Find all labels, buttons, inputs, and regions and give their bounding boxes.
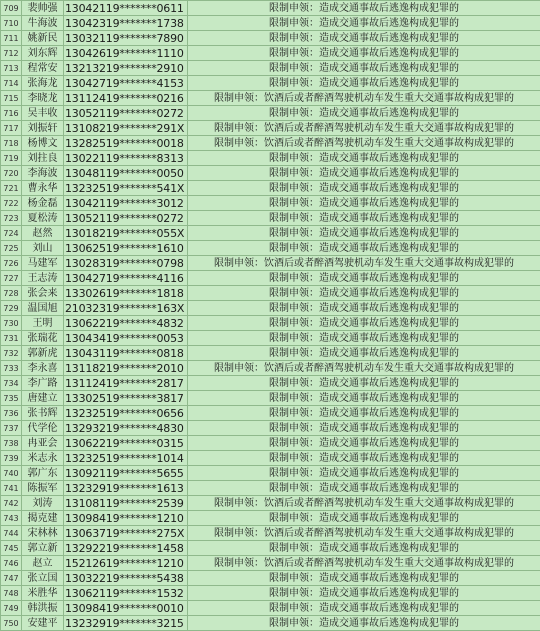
id-number-cell: 13042719*******4153 bbox=[64, 76, 188, 91]
reason-cell: 限制申领：造成交通事故后逃逸构成犯罪的 bbox=[188, 166, 540, 181]
reason-cell: 限制申领：造成交通事故后逃逸构成犯罪的 bbox=[188, 346, 540, 361]
row-number-cell: 729 bbox=[1, 301, 22, 316]
id-number-cell: 13052119*******0272 bbox=[64, 106, 188, 121]
id-number-cell: 13232519*******1014 bbox=[64, 451, 188, 466]
reason-cell: 限制申领：造成交通事故后逃逸构成犯罪的 bbox=[188, 436, 540, 451]
table-row bbox=[1, 271, 540, 286]
row-number-cell: 749 bbox=[1, 601, 22, 616]
name-cell: 郭新虎 bbox=[22, 346, 64, 361]
row-number-cell: 744 bbox=[1, 526, 22, 541]
id-number-cell: 13042319*******1738 bbox=[64, 16, 188, 31]
row-number-cell: 734 bbox=[1, 376, 22, 391]
row-number-cell: 735 bbox=[1, 391, 22, 406]
row-number-cell: 750 bbox=[1, 616, 22, 631]
row-number-cell: 712 bbox=[1, 46, 22, 61]
reason-cell: 限制申领：饮酒后或者醉酒驾驶机动车发生重大交通事故构成犯罪的 bbox=[188, 556, 540, 571]
id-number-cell: 13062519*******1610 bbox=[64, 241, 188, 256]
id-number-cell: 13042719*******4116 bbox=[64, 271, 188, 286]
name-cell: 张瑞花 bbox=[22, 331, 64, 346]
id-number-cell: 13062119*******1532 bbox=[64, 586, 188, 601]
id-number-cell: 13028319*******0798 bbox=[64, 256, 188, 271]
id-number-cell: 13062219*******4832 bbox=[64, 316, 188, 331]
table-row bbox=[1, 46, 540, 61]
reason-cell: 限制申领：饮酒后或者醉酒驾驶机动车发生重大交通事故构成犯罪的 bbox=[188, 91, 540, 106]
reason-cell: 限制申领：造成交通事故后逃逸构成犯罪的 bbox=[188, 301, 540, 316]
row-number-cell: 724 bbox=[1, 226, 22, 241]
name-cell: 揭克建 bbox=[22, 511, 64, 526]
id-number-cell: 13282519*******0018 bbox=[64, 136, 188, 151]
table-row bbox=[1, 76, 540, 91]
reason-cell: 限制申领：造成交通事故后逃逸构成犯罪的 bbox=[188, 61, 540, 76]
row-number-cell: 719 bbox=[1, 151, 22, 166]
reason-cell: 限制申领：造成交通事故后逃逸构成犯罪的 bbox=[188, 271, 540, 286]
row-number-cell: 732 bbox=[1, 346, 22, 361]
name-cell: 李永喜 bbox=[22, 361, 64, 376]
row-number-cell: 718 bbox=[1, 136, 22, 151]
id-number-cell: 13112419*******0216 bbox=[64, 91, 188, 106]
id-number-cell: 13108119*******2539 bbox=[64, 496, 188, 511]
name-cell: 姚新民 bbox=[22, 31, 64, 46]
reason-cell: 限制申领：造成交通事故后逃逸构成犯罪的 bbox=[188, 31, 540, 46]
name-cell: 赵立 bbox=[22, 556, 64, 571]
row-number-cell: 736 bbox=[1, 406, 22, 421]
name-cell: 张书辉 bbox=[22, 406, 64, 421]
row-number-cell: 722 bbox=[1, 196, 22, 211]
name-cell: 李晓龙 bbox=[22, 91, 64, 106]
id-number-cell: 13018219*******055X bbox=[64, 226, 188, 241]
row-number-cell: 741 bbox=[1, 481, 22, 496]
row-number-cell: 742 bbox=[1, 496, 22, 511]
row-number-cell: 713 bbox=[1, 61, 22, 76]
table-row bbox=[1, 136, 540, 151]
name-cell: 王志涛 bbox=[22, 271, 64, 286]
name-cell: 温国旭 bbox=[22, 301, 64, 316]
table-row bbox=[1, 226, 540, 241]
table-row bbox=[1, 361, 540, 376]
reason-cell: 限制申领：造成交通事故后逃逸构成犯罪的 bbox=[188, 211, 540, 226]
table-row bbox=[1, 616, 540, 631]
row-number-cell: 726 bbox=[1, 256, 22, 271]
id-number-cell: 13043119*******0818 bbox=[64, 346, 188, 361]
name-cell: 杨博文 bbox=[22, 136, 64, 151]
id-number-cell: 13092119*******5655 bbox=[64, 466, 188, 481]
row-number-cell: 711 bbox=[1, 31, 22, 46]
row-number-cell: 731 bbox=[1, 331, 22, 346]
table-row bbox=[1, 331, 540, 346]
reason-cell: 限制申领：饮酒后或者醉酒驾驶机动车发生重大交通事故构成犯罪的 bbox=[188, 121, 540, 136]
id-number-cell: 13022119*******8313 bbox=[64, 151, 188, 166]
name-cell: 刘山 bbox=[22, 241, 64, 256]
reason-cell: 限制申领：饮酒后或者醉酒驾驶机动车发生重大交通事故构成犯罪的 bbox=[188, 496, 540, 511]
row-number-cell: 710 bbox=[1, 16, 22, 31]
name-cell: 李广路 bbox=[22, 376, 64, 391]
id-number-cell: 13032119*******7890 bbox=[64, 31, 188, 46]
reason-cell: 限制申领：造成交通事故后逃逸构成犯罪的 bbox=[188, 16, 540, 31]
table-row bbox=[1, 31, 540, 46]
row-number-cell: 723 bbox=[1, 211, 22, 226]
name-cell: 张立国 bbox=[22, 571, 64, 586]
id-number-cell: 13293219*******4830 bbox=[64, 421, 188, 436]
id-number-cell: 13098419*******1210 bbox=[64, 511, 188, 526]
reason-cell: 限制申领：造成交通事故后逃逸构成犯罪的 bbox=[188, 286, 540, 301]
table-row bbox=[1, 91, 540, 106]
row-number-cell: 728 bbox=[1, 286, 22, 301]
id-number-cell: 13042619*******1110 bbox=[64, 46, 188, 61]
table-row bbox=[1, 61, 540, 76]
row-number-cell: 733 bbox=[1, 361, 22, 376]
name-cell: 安建平 bbox=[22, 616, 64, 631]
row-number-cell: 725 bbox=[1, 241, 22, 256]
name-cell: 裴帅强 bbox=[22, 1, 64, 16]
name-cell: 马建军 bbox=[22, 256, 64, 271]
table-row bbox=[1, 106, 540, 121]
row-number-cell: 721 bbox=[1, 181, 22, 196]
name-cell: 赵然 bbox=[22, 226, 64, 241]
row-number-cell: 727 bbox=[1, 271, 22, 286]
reason-cell: 限制申领：饮酒后或者醉酒驾驶机动车发生重大交通事故构成犯罪的 bbox=[188, 256, 540, 271]
reason-cell: 限制申领：造成交通事故后逃逸构成犯罪的 bbox=[188, 391, 540, 406]
reason-cell: 限制申领：造成交通事故后逃逸构成犯罪的 bbox=[188, 181, 540, 196]
reason-cell: 限制申领：饮酒后或者醉酒驾驶机动车发生重大交通事故构成犯罪的 bbox=[188, 361, 540, 376]
id-number-cell: 13302519*******3817 bbox=[64, 391, 188, 406]
name-cell: 宋林林 bbox=[22, 526, 64, 541]
row-number-cell: 709 bbox=[1, 1, 22, 16]
id-number-cell: 13232919*******1613 bbox=[64, 481, 188, 496]
reason-cell: 限制申领：造成交通事故后逃逸构成犯罪的 bbox=[188, 226, 540, 241]
id-number-cell: 13032219*******5438 bbox=[64, 571, 188, 586]
reason-cell: 限制申领：造成交通事故后逃逸构成犯罪的 bbox=[188, 601, 540, 616]
table-row bbox=[1, 571, 540, 586]
row-number-cell: 740 bbox=[1, 466, 22, 481]
id-number-cell: 13042119*******3012 bbox=[64, 196, 188, 211]
row-number-cell: 745 bbox=[1, 541, 22, 556]
name-cell: 刘拄良 bbox=[22, 151, 64, 166]
name-cell: 韩洪振 bbox=[22, 601, 64, 616]
reason-cell: 限制申领：造成交通事故后逃逸构成犯罪的 bbox=[188, 241, 540, 256]
row-number-cell: 748 bbox=[1, 586, 22, 601]
name-cell: 张会来 bbox=[22, 286, 64, 301]
id-number-cell: 13232519*******541X bbox=[64, 181, 188, 196]
id-number-cell: 13048119*******0050 bbox=[64, 166, 188, 181]
reason-cell: 限制申领：造成交通事故后逃逸构成犯罪的 bbox=[188, 481, 540, 496]
id-number-cell: 13043419*******0053 bbox=[64, 331, 188, 346]
reason-cell: 限制申领：造成交通事故后逃逸构成犯罪的 bbox=[188, 1, 540, 16]
id-number-cell: 13213219*******2910 bbox=[64, 61, 188, 76]
table-row bbox=[1, 451, 540, 466]
table-row bbox=[1, 346, 540, 361]
id-number-cell: 13052119*******0272 bbox=[64, 211, 188, 226]
id-number-cell: 13232919*******3215 bbox=[64, 616, 188, 631]
name-cell: 米志永 bbox=[22, 451, 64, 466]
reason-cell: 限制申领：造成交通事故后逃逸构成犯罪的 bbox=[188, 46, 540, 61]
name-cell: 陈振军 bbox=[22, 481, 64, 496]
reason-cell: 限制申领：造成交通事故后逃逸构成犯罪的 bbox=[188, 151, 540, 166]
name-cell: 牛海波 bbox=[22, 16, 64, 31]
table-row bbox=[1, 211, 540, 226]
reason-cell: 限制申领：造成交通事故后逃逸构成犯罪的 bbox=[188, 541, 540, 556]
row-number-cell: 747 bbox=[1, 571, 22, 586]
name-cell: 程常安 bbox=[22, 61, 64, 76]
table-row bbox=[1, 436, 540, 451]
row-number-cell: 743 bbox=[1, 511, 22, 526]
table-row bbox=[1, 586, 540, 601]
name-cell: 夏松涛 bbox=[22, 211, 64, 226]
table-row bbox=[1, 286, 540, 301]
table-row bbox=[1, 316, 540, 331]
id-number-cell: 13118219*******2010 bbox=[64, 361, 188, 376]
table-row bbox=[1, 526, 540, 541]
name-cell: 杨金磊 bbox=[22, 196, 64, 211]
name-cell: 王明 bbox=[22, 316, 64, 331]
reason-cell: 限制申领：造成交通事故后逃逸构成犯罪的 bbox=[188, 316, 540, 331]
table-row bbox=[1, 511, 540, 526]
name-cell: 张海龙 bbox=[22, 76, 64, 91]
table-row bbox=[1, 406, 540, 421]
name-cell: 郭立新 bbox=[22, 541, 64, 556]
reason-cell: 限制申领：饮酒后或者醉酒驾驶机动车发生重大交通事故构成犯罪的 bbox=[188, 526, 540, 541]
id-number-cell: 13112419*******2817 bbox=[64, 376, 188, 391]
name-cell: 曹永华 bbox=[22, 181, 64, 196]
name-cell: 郭广东 bbox=[22, 466, 64, 481]
table-row bbox=[1, 1, 540, 16]
row-number-cell: 730 bbox=[1, 316, 22, 331]
table-row bbox=[1, 421, 540, 436]
row-number-cell: 720 bbox=[1, 166, 22, 181]
row-number-cell: 715 bbox=[1, 91, 22, 106]
table-row bbox=[1, 16, 540, 31]
table-row bbox=[1, 466, 540, 481]
id-number-cell: 13062219*******0315 bbox=[64, 436, 188, 451]
table-row bbox=[1, 181, 540, 196]
row-number-cell: 714 bbox=[1, 76, 22, 91]
name-cell: 李海波 bbox=[22, 166, 64, 181]
id-number-cell: 21032319*******163X bbox=[64, 301, 188, 316]
table-body bbox=[1, 1, 540, 631]
table-row bbox=[1, 301, 540, 316]
table-row bbox=[1, 196, 540, 211]
reason-cell: 限制申领：造成交通事故后逃逸构成犯罪的 bbox=[188, 511, 540, 526]
reason-cell: 限制申领：造成交通事故后逃逸构成犯罪的 bbox=[188, 586, 540, 601]
table-row bbox=[1, 556, 540, 571]
reason-cell: 限制申领：造成交通事故后逃逸构成犯罪的 bbox=[188, 76, 540, 91]
name-cell: 米胜华 bbox=[22, 586, 64, 601]
table-row bbox=[1, 391, 540, 406]
reason-cell: 限制申领：造成交通事故后逃逸构成犯罪的 bbox=[188, 331, 540, 346]
id-number-cell: 13302619*******1818 bbox=[64, 286, 188, 301]
reason-cell: 限制申领：造成交通事故后逃逸构成犯罪的 bbox=[188, 196, 540, 211]
table-row bbox=[1, 601, 540, 616]
name-cell: 代学伦 bbox=[22, 421, 64, 436]
name-cell: 刘振轩 bbox=[22, 121, 64, 136]
table-row bbox=[1, 541, 540, 556]
name-cell: 冉亚会 bbox=[22, 436, 64, 451]
reason-cell: 限制申领：造成交通事故后逃逸构成犯罪的 bbox=[188, 466, 540, 481]
reason-cell: 限制申领：造成交通事故后逃逸构成犯罪的 bbox=[188, 616, 540, 631]
row-number-cell: 739 bbox=[1, 451, 22, 466]
id-number-cell: 13232519*******0656 bbox=[64, 406, 188, 421]
reason-cell: 限制申领：造成交通事故后逃逸构成犯罪的 bbox=[188, 106, 540, 121]
id-number-cell: 13108219*******291X bbox=[64, 121, 188, 136]
row-number-cell: 716 bbox=[1, 106, 22, 121]
id-number-cell: 13042119*******0611 bbox=[64, 1, 188, 16]
id-number-cell: 13098419*******0010 bbox=[64, 601, 188, 616]
reason-cell: 限制申领：造成交通事故后逃逸构成犯罪的 bbox=[188, 421, 540, 436]
id-number-cell: 13063719*******275X bbox=[64, 526, 188, 541]
reason-cell: 限制申领：造成交通事故后逃逸构成犯罪的 bbox=[188, 451, 540, 466]
row-number-cell: 746 bbox=[1, 556, 22, 571]
name-cell: 唐建立 bbox=[22, 391, 64, 406]
reason-cell: 限制申领：造成交通事故后逃逸构成犯罪的 bbox=[188, 406, 540, 421]
name-cell: 刘东辉 bbox=[22, 46, 64, 61]
table-row bbox=[1, 496, 540, 511]
name-cell: 刘涛 bbox=[22, 496, 64, 511]
row-number-cell: 738 bbox=[1, 436, 22, 451]
reason-cell: 限制申领：造成交通事故后逃逸构成犯罪的 bbox=[188, 376, 540, 391]
row-number-cell: 737 bbox=[1, 421, 22, 436]
reason-cell: 限制申领：饮酒后或者醉酒驾驶机动车发生重大交通事故构成犯罪的 bbox=[188, 136, 540, 151]
table-row bbox=[1, 256, 540, 271]
table-row bbox=[1, 481, 540, 496]
table-row bbox=[1, 376, 540, 391]
table-row bbox=[1, 241, 540, 256]
table-row bbox=[1, 121, 540, 136]
id-number-cell: 13292219*******1458 bbox=[64, 541, 188, 556]
id-number-cell: 15212619*******1210 bbox=[64, 556, 188, 571]
name-cell: 吴丰收 bbox=[22, 106, 64, 121]
reason-cell: 限制申领：造成交通事故后逃逸构成犯罪的 bbox=[188, 571, 540, 586]
table-row bbox=[1, 166, 540, 181]
table-row bbox=[1, 151, 540, 166]
row-number-cell: 717 bbox=[1, 121, 22, 136]
